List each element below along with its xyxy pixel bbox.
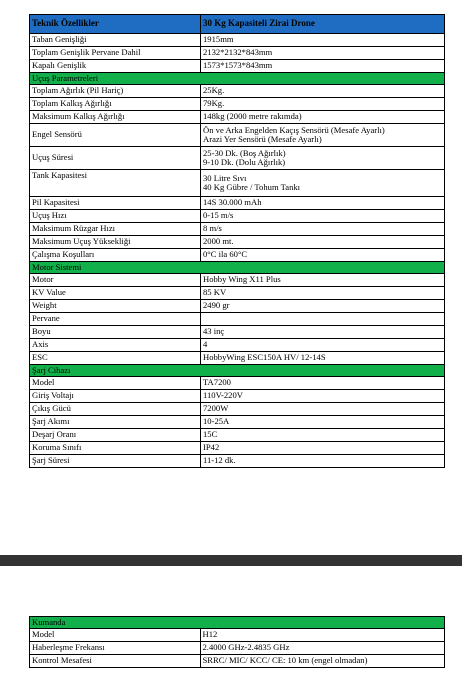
table-row — [30, 429, 445, 442]
table-row — [30, 352, 445, 365]
row-label: Toplam Kalkış Ağırlığı — [30, 98, 201, 111]
table-row — [30, 300, 445, 313]
section-row-flight — [30, 73, 445, 85]
table-row — [30, 197, 445, 210]
row-value: H12 — [200, 629, 445, 642]
table-row — [30, 629, 445, 642]
section-title: Kumanda — [30, 617, 201, 629]
row-value — [201, 313, 445, 326]
row-value: 0-15 m/s — [201, 210, 445, 223]
row-label: Giriş Voltajı — [30, 390, 201, 403]
table-row — [30, 377, 445, 390]
table-header-row — [30, 15, 445, 34]
row-value-line: 30 Litre Sıvı — [203, 172, 247, 183]
row-value: HobbyWing ESC150A HV/ 12-14S — [201, 352, 445, 365]
row-label: Maksimum Rüzgar Hızı — [30, 223, 201, 236]
table-row — [30, 403, 445, 416]
row-value: 2.4000 GHz-2.4835 GHz — [200, 642, 445, 655]
header-col-2: 30 Kg Kapasiteli Zirai Drone — [201, 15, 445, 34]
section-row-remote — [30, 617, 445, 629]
row-value: 7200W — [201, 403, 445, 416]
row-value-line: 40 Kg Gübre / Tohum Tankı — [203, 182, 301, 192]
section-title: Uçuş Parametreleri — [30, 73, 445, 85]
row-label: Toplam Genişlik Pervane Dahil — [30, 47, 201, 60]
row-value — [201, 124, 445, 147]
row-value: 10-25A — [201, 416, 445, 429]
row-label: Pervane — [30, 313, 201, 326]
row-value: 2132*2132*843mm — [201, 47, 445, 60]
row-label: KV Value — [30, 287, 201, 300]
row-value: IP42 — [201, 442, 445, 455]
row-value: 14S 30.000 mAh — [201, 197, 445, 210]
table-row — [30, 60, 445, 73]
row-value-line: 9-10 Dk. (Dolu Ağırlık) — [203, 157, 286, 167]
table-row — [30, 313, 445, 326]
page-break-band — [0, 555, 462, 566]
row-value: SRRC/ MIC/ KCC/ CE: 10 km (engel olmadan) — [200, 655, 445, 668]
table-row — [30, 111, 445, 124]
row-value: Hobby Wing X11 Plus — [201, 274, 445, 287]
table-row — [30, 416, 445, 429]
row-value: 4 — [201, 339, 445, 352]
row-value: 25Kg. — [201, 85, 445, 98]
row-value-line: 25-30 Dk. (Boş Ağırlık) — [203, 147, 286, 158]
row-label: Maksimum Kalkış Ağırlığı — [30, 111, 201, 124]
row-value: 110V-220V — [201, 390, 445, 403]
row-value: 0°C ila 60°C — [201, 249, 445, 262]
section-title-filler — [200, 617, 445, 629]
row-label: Çıkış Gücü — [30, 403, 201, 416]
row-value: 8 m/s — [201, 223, 445, 236]
row-label: ESC — [30, 352, 201, 365]
row-value — [201, 170, 445, 197]
row-label: Deşarj Oranı — [30, 429, 201, 442]
table-row — [30, 147, 445, 170]
table-row — [30, 47, 445, 60]
row-label: Pil Kapasitesi — [30, 197, 201, 210]
row-label: Motor — [30, 274, 201, 287]
row-value: TA7200 — [201, 377, 445, 390]
table-row — [30, 274, 445, 287]
row-label: Engel Sensörü — [30, 124, 201, 147]
row-label: Uçuş Süresi — [30, 147, 201, 170]
row-label: Şarj Süresi — [30, 455, 201, 468]
table-row — [30, 326, 445, 339]
row-label: Şarj Akımı — [30, 416, 201, 429]
row-label: Haberleşme Frekansı — [30, 642, 201, 655]
table-row — [30, 455, 445, 468]
row-value — [201, 147, 445, 170]
table-row — [30, 85, 445, 98]
row-label: Boyu — [30, 326, 201, 339]
row-value: 15C — [201, 429, 445, 442]
row-label: Uçuş Hızı — [30, 210, 201, 223]
table-row — [30, 34, 445, 47]
row-label: Taban Genişliği — [30, 34, 201, 47]
row-value: 11-12 dk. — [201, 455, 445, 468]
section-title: Şarj Cihazı — [30, 365, 445, 377]
row-label: Model — [30, 377, 201, 390]
table-row — [30, 287, 445, 300]
table-row — [30, 210, 445, 223]
header-col-1: Teknik Özellikler — [30, 15, 201, 34]
table-row — [30, 170, 445, 197]
row-value: 2000 mt. — [201, 236, 445, 249]
table-row — [30, 390, 445, 403]
row-value: 148kg (2000 metre rakımda) — [201, 111, 445, 124]
section-title: Motor Sistemi — [30, 262, 445, 274]
table-row — [30, 223, 445, 236]
section-row-charger — [30, 365, 445, 377]
table-row — [30, 124, 445, 147]
row-label: Axis — [30, 339, 201, 352]
row-label: Model — [30, 629, 201, 642]
row-value: 2490 gr — [201, 300, 445, 313]
row-label: Weight — [30, 300, 201, 313]
table-row — [30, 655, 445, 668]
table-row — [30, 249, 445, 262]
table-row — [30, 339, 445, 352]
spec-table — [29, 14, 445, 468]
row-label: Koruma Sınıfı — [30, 442, 201, 455]
row-value-line: Arazi Yer Sensörü (Mesafe Ayarlı) — [203, 134, 322, 144]
row-label: Çalışma Koşulları — [30, 249, 201, 262]
table-row — [30, 236, 445, 249]
row-value: 1915mm — [201, 34, 445, 47]
table-row — [30, 642, 445, 655]
row-label: Kapalı Genişlik — [30, 60, 201, 73]
row-label: Maksimum Uçuş Yüksekliği — [30, 236, 201, 249]
remote-spec-table — [29, 616, 445, 668]
row-label: Tank Kapasitesi — [30, 170, 201, 197]
row-value: 85 KV — [201, 287, 445, 300]
row-label: Kontrol Mesafesi — [30, 655, 201, 668]
row-value-line: Ön ve Arka Engelden Kaçış Sensörü (Mesafe Ayarlı) — [203, 124, 385, 135]
row-value: 43 inç — [201, 326, 445, 339]
row-value: 79Kg. — [201, 98, 445, 111]
table-row — [30, 98, 445, 111]
section-row-motor — [30, 262, 445, 274]
table-row — [30, 442, 445, 455]
row-value: 1573*1573*843mm — [201, 60, 445, 73]
row-label: Toplam Ağırlık (Pil Hariç) — [30, 85, 201, 98]
